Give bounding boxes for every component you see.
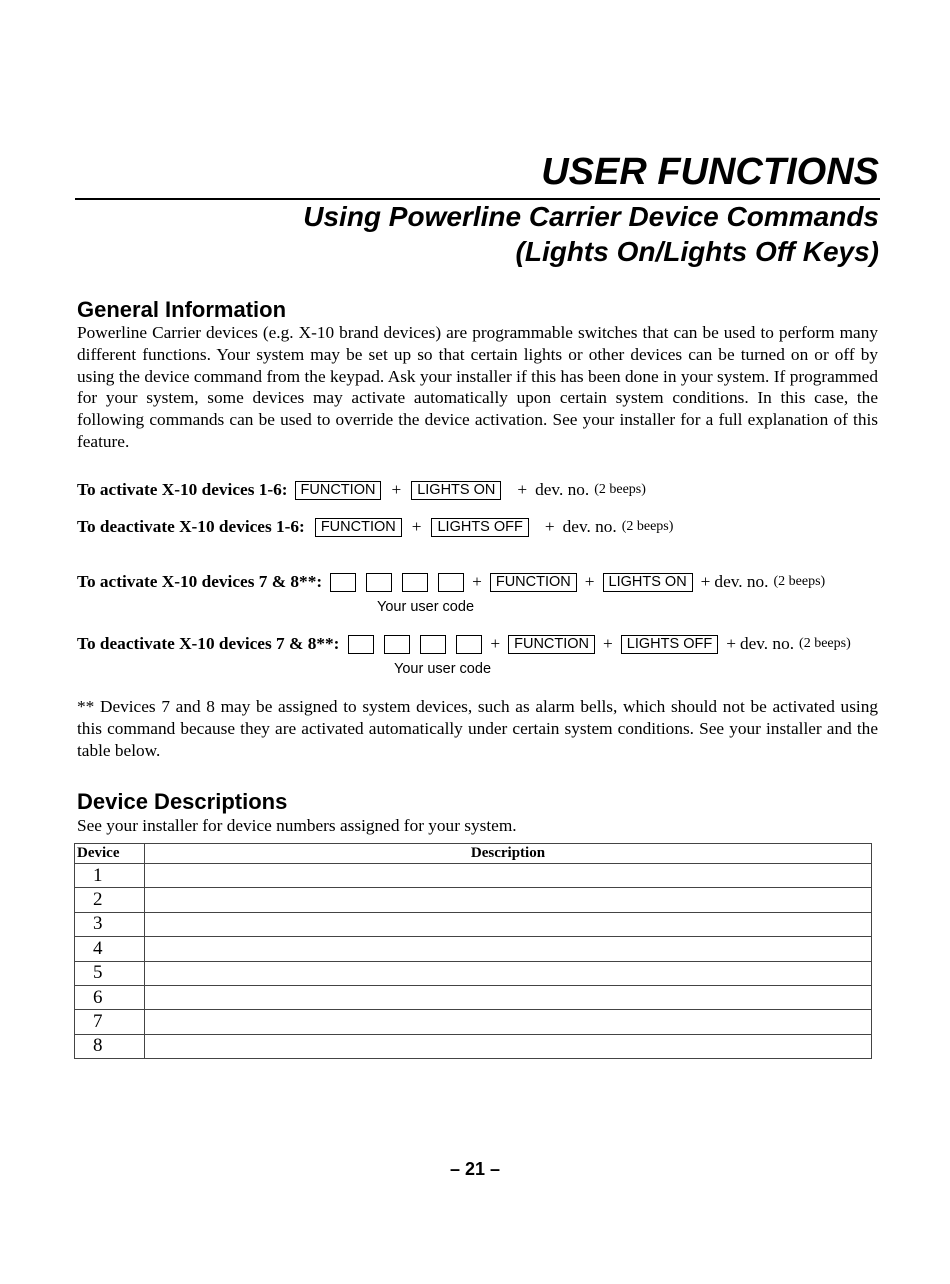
table-row xyxy=(75,912,872,936)
user-code-digit-box xyxy=(348,635,374,654)
dev-no-text: dev. no. xyxy=(562,517,617,536)
device-number: 8 xyxy=(75,1034,145,1058)
device-number: 3 xyxy=(75,912,145,936)
device-number: 1 xyxy=(75,864,145,888)
beeps-text: (2 beeps) xyxy=(799,636,851,651)
function-key: FUNCTION xyxy=(295,481,382,500)
table-row xyxy=(75,864,872,888)
device-descriptions-heading: Device Descriptions xyxy=(77,789,288,814)
beeps-text: (2 beeps) xyxy=(773,574,826,589)
device-number: 6 xyxy=(75,985,145,1009)
command-label: To deactivate X-10 devices 1-6: xyxy=(77,517,305,536)
table-row xyxy=(75,985,872,1009)
plus-sign: + xyxy=(544,517,555,536)
table-row xyxy=(75,1010,872,1034)
device-table xyxy=(74,843,872,1059)
user-code-digit-box xyxy=(420,635,446,654)
command-label: To deactivate X-10 devices 7 & 8**: xyxy=(77,634,340,653)
beeps-text: (2 beeps) xyxy=(621,519,674,534)
device-number: 5 xyxy=(75,961,145,985)
table-row xyxy=(75,961,872,985)
dev-no-text: dev. no. xyxy=(739,634,795,653)
plus-sign: + xyxy=(472,572,482,591)
device-description-cell[interactable] xyxy=(145,1010,872,1034)
user-code-digit-box xyxy=(330,573,356,592)
user-code-digit-box xyxy=(438,573,464,592)
device-description-cell[interactable] xyxy=(145,888,872,912)
general-info-heading: General Information xyxy=(77,297,287,322)
table-header-row xyxy=(75,844,872,864)
user-code-digit-box xyxy=(402,573,428,592)
user-code-digit-box xyxy=(384,635,410,654)
table-row xyxy=(75,1034,872,1058)
lights-off-key: LIGHTS OFF xyxy=(431,518,528,537)
column-header-description: Description xyxy=(145,844,872,864)
page-number: – 21 – xyxy=(449,1159,501,1179)
plus-sign: + xyxy=(603,634,613,653)
lights-on-key: LIGHTS ON xyxy=(411,481,501,500)
plus-sign: + xyxy=(490,634,501,653)
function-key: FUNCTION xyxy=(315,518,402,537)
subtitle-line-1: Using Powerline Carrier Device Commands xyxy=(303,201,879,232)
command-deactivate-7-8 xyxy=(77,632,851,656)
function-key: FUNCTION xyxy=(490,573,577,592)
device-descriptions-intro: See your installer for device numbers assigned for your system. xyxy=(77,816,517,835)
devices-note: ** Devices 7 and 8 may be assigned to system devices, such as alarm bells, which should not be activated using this command because they are activated automatically under certain system conditions. See your installer and the table below. xyxy=(77,697,878,760)
column-header-device: Device xyxy=(75,844,145,864)
device-description-cell[interactable] xyxy=(145,1034,872,1058)
command-label: To activate X-10 devices 7 & 8**: xyxy=(77,572,323,591)
beeps-text: (2 beeps) xyxy=(594,482,646,497)
command-label: To activate X-10 devices 1-6: xyxy=(77,480,288,499)
user-code-digit-box xyxy=(456,635,482,654)
user-code-caption: Your user code xyxy=(394,661,492,677)
plus-sign: + xyxy=(411,517,422,536)
plus-sign: + xyxy=(726,634,736,653)
plus-sign: + xyxy=(584,572,595,591)
device-description-cell[interactable] xyxy=(145,912,872,936)
plus-sign: + xyxy=(700,572,711,591)
dev-no-text: dev. no. xyxy=(714,572,769,591)
user-code-digit-box xyxy=(366,573,392,592)
command-activate-7-8 xyxy=(77,570,825,594)
user-code-caption: Your user code xyxy=(377,599,475,615)
plus-sign: + xyxy=(517,480,528,499)
subtitle-line-2: (Lights On/Lights Off Keys) xyxy=(515,236,879,267)
command-activate-1-6 xyxy=(77,478,646,502)
device-number: 7 xyxy=(75,1010,145,1034)
table-row xyxy=(75,888,872,912)
dev-no-text: dev. no. xyxy=(535,480,590,499)
page-title: USER FUNCTIONS xyxy=(541,151,879,193)
lights-off-key: LIGHTS OFF xyxy=(621,635,718,654)
plus-sign: + xyxy=(391,480,402,499)
device-description-cell[interactable] xyxy=(145,937,872,961)
device-description-cell[interactable] xyxy=(145,864,872,888)
device-description-cell[interactable] xyxy=(145,961,872,985)
general-info-text: Powerline Carrier devices (e.g. X-10 brand devices) are programmable switches that can be used to perform many different functions. Your system may be set up so that certain lights or other devices can be turned on or off by using the device command from the keypad. Ask your installer if this has been done in your system. If programmed for your system, some devices may activate automatically upon certain system conditions. In this case, the following commands can be used to override the device activation. See your installer for a full explanation of this feature. xyxy=(77,323,878,451)
table-row xyxy=(75,937,872,961)
device-description-cell[interactable] xyxy=(145,985,872,1009)
device-number: 4 xyxy=(75,937,145,961)
lights-on-key: LIGHTS ON xyxy=(603,573,693,592)
command-deactivate-1-6 xyxy=(77,515,673,539)
device-number: 2 xyxy=(75,888,145,912)
function-key: FUNCTION xyxy=(508,635,595,654)
